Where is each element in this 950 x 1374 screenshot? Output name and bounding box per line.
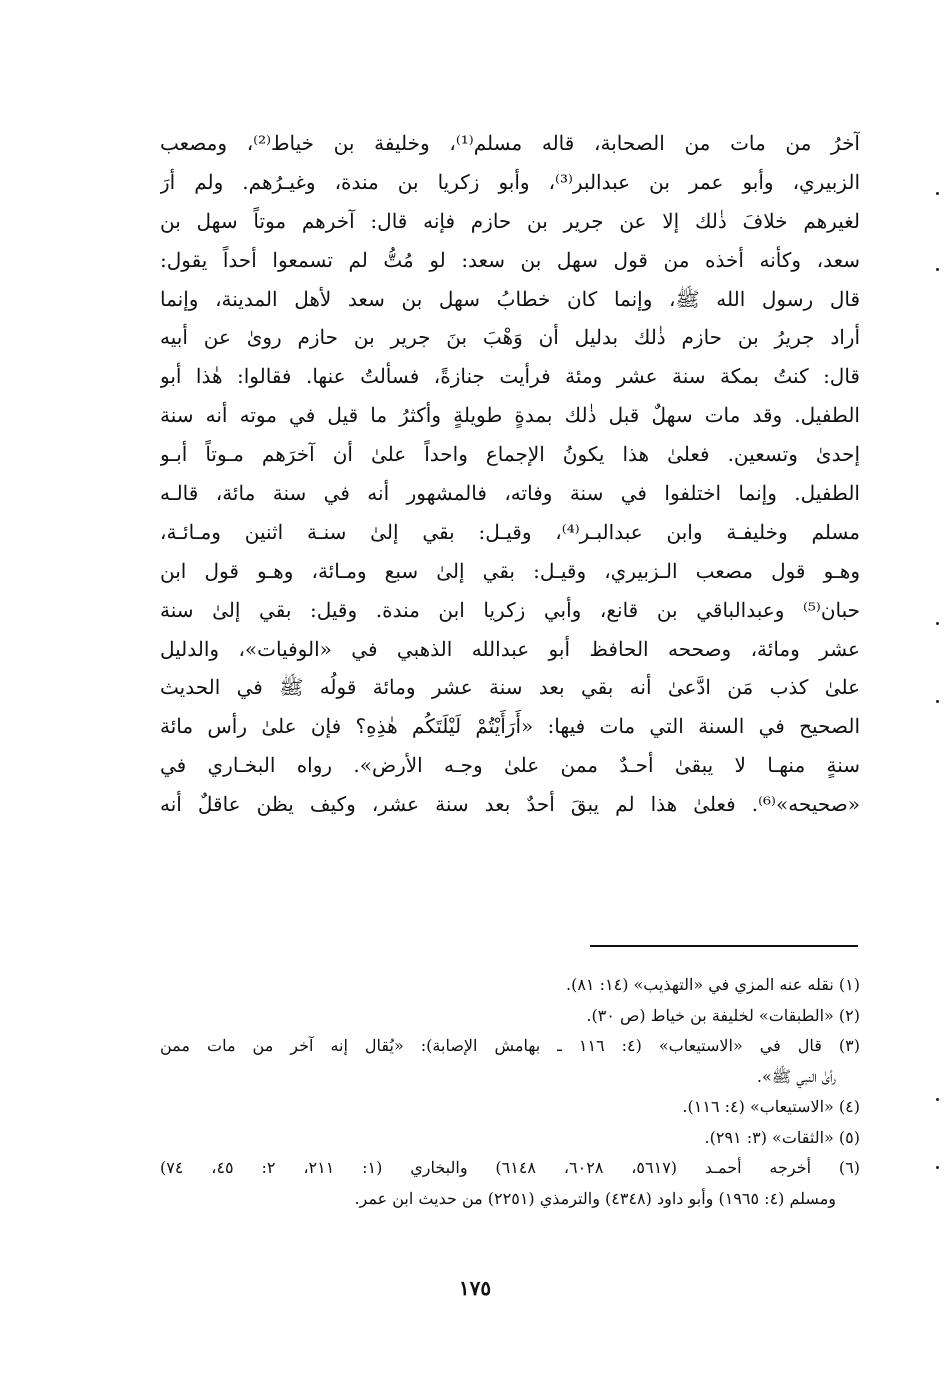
text-line: علىٰ كذب مَن ادَّعىٰ أنه بقي بعد سنة عشر ومائة قولُه ﷺ في الحديث: [160, 675, 860, 700]
footnote-text: أخرجه أحمـد (٥٦١٧، ٦٠٢٨، ٦١٤٨) والبخاري (١: ٢١١، ٢: ٤٥، ٧٤): [160, 1158, 812, 1177]
footnote-number: (٣): [838, 1036, 860, 1055]
footnote-separator: [590, 945, 858, 947]
footnote-4: [160, 1092, 860, 1123]
main-text: [160, 124, 860, 824]
text-line: الطفيل. وقد مات سهلٌ قبل ذٰلك بمدةٍ طويلةٍ وأكثرُ ما قيل في موته أنه سنة: [160, 403, 860, 428]
text-line: إحدىٰ وتسعين. فعلىٰ هذا يكونُ الإجماع واحداً علىٰ أن آخرَهم مـوتاً أبـو: [160, 442, 860, 467]
text-line: الطفيل. وإنما اختلفوا في سنة وفاته، فالمشهور أنه في سنة مائة، قالـه: [160, 481, 860, 506]
footnote-text: نقله عنه المزي في «التهذيب» (١٤: ٨١).: [566, 975, 834, 994]
footnote-number: (٤): [838, 1097, 860, 1116]
margin-speck: [936, 1098, 939, 1101]
footnote-3: [160, 1031, 860, 1062]
footnote-number: (٦): [838, 1158, 860, 1177]
footnote-2: [160, 1001, 860, 1032]
footnote-text: «الثقات» (٣: ٢٩١).: [704, 1127, 834, 1147]
footnote-number: (٢): [838, 1005, 860, 1025]
footnote-6-continuation: ومسلم (٤: ١٩٦٥) وأبو داود (٤٣٤٨) والترمذي (٢٢٥١) من حديث ابن عمر.: [354, 1188, 836, 1208]
text-line: عشر ومائة، وصححه الحافظ أبو عبدالله الذهبي في «الوفيات»، والدليل: [160, 636, 860, 661]
margin-speck: [936, 1166, 939, 1169]
text-line: وهـو قول مصعب الـزبيري، وقيـل: بقي إلىٰ سبع ومـائة، وهـو قول ابن: [160, 558, 860, 583]
text-line: سعد، وكأنه أخذه من قول سهل بن سعد: لو مُتُّ لم تسمعوا أحداً يقول:: [160, 247, 860, 272]
text-line: أراد جريرُ بن حازم ذٰلك بدليل أن وَهْبَ بنَ جرير بن حازم روىٰ عن أبيه: [160, 325, 860, 350]
footnote-5: [160, 1123, 860, 1154]
text-line: حبان⁽⁵⁾ وعبدالباقي بن قانع، وأبي زكريا ابن مندة. وقيل: بقي إلىٰ سنة: [160, 597, 860, 622]
margin-speck: [936, 622, 939, 625]
text-line: لغيرهم خلافَ ذٰلك إلا عن جرير بن حازم فإنه قال: آخرهم موتاً سهل بن: [160, 208, 860, 233]
footnote-number: (١): [838, 975, 860, 994]
margin-speck: [936, 192, 939, 195]
margin-speck: [936, 700, 939, 703]
text-line: آخرُ من مات من الصحابة، قاله مسلم⁽¹⁾، وخليفة بن خياط⁽²⁾، ومصعب: [160, 131, 860, 155]
footnotes: [160, 970, 860, 1214]
footnote-text: قال في «الاستيعاب» (٤: ١١٦ ـ بهامش الإصابة): «يُقال إنه آخر من مات ممن: [160, 1036, 822, 1055]
page-number: ١٧٥: [458, 1276, 492, 1300]
footnote-text: «الاستيعاب» (٤: ١١٦).: [682, 1097, 834, 1116]
footnote-1: [160, 970, 860, 1001]
footnote-text: «الطبقات» لخليفة بن خياط (ص ٣٠).: [586, 1005, 834, 1025]
margin-speck: [936, 268, 939, 271]
text-line: مسلم وخليفـة وابن عبدالبـر⁽⁴⁾، وقيـل: بقي إلىٰ سنـة اثنين ومـائـة،: [160, 519, 860, 544]
footnote-3-continuation: رأىٰ النبي ﷺ».: [756, 1066, 836, 1086]
text-line: سنةٍ منهـا لا يبقىٰ أحـدٌ ممن علىٰ وجـه الأرض». رواه البخـاري في: [160, 753, 860, 778]
text-line: الصحيح في السنة التي مات فيها: «أَرَأَيْتُمْ لَيْلَتَكُم هٰذِهِ؟ فإن علىٰ رأس مائة: [160, 714, 860, 739]
text-line: «صحيحه»⁽⁶⁾. فعلىٰ هذا لم يبقَ أحدٌ بعد سنة عشر، وكيف يظن عاقلٌ أنه: [160, 792, 860, 817]
footnote-number: (٥): [838, 1127, 860, 1147]
text-line: قال: كنتُ بمكة سنة عشر ومئة فرأيت جنازةً، فسألتُ عنها. فقالوا: هٰذا أبو: [160, 364, 860, 389]
text-line: قال رسول الله ﷺ، وإنما كان خطابُ سهل بن سعد لأهل المدينة، وإنما: [160, 286, 860, 311]
footnote-6: [160, 1153, 860, 1184]
text-line: الزبيري، وأبو عمر بن عبدالبر⁽³⁾، وأبو زكريا بن مندة، وغيـرُهم. ولم أرَ: [160, 169, 860, 194]
